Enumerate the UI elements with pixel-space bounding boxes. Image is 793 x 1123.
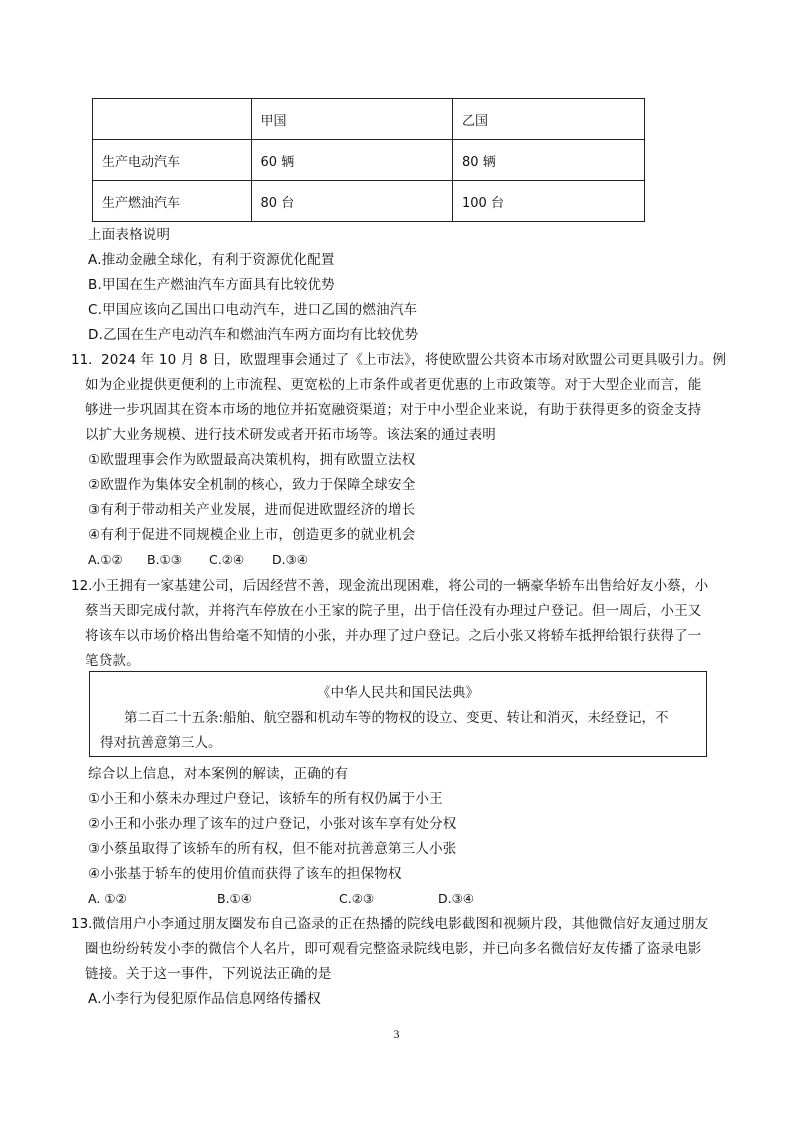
q12-item: ③小蔡虽取得了该轿车的所有权，但不能对抗善意第三人小张 [88, 841, 457, 857]
q11-number: 11． [71, 352, 102, 368]
q11-stem-line: 2024 年 10 月 8 日，欧盟理事会通过了《上市法》，将使欧盟公共资本市场对欧盟公司更具吸引力。例 [101, 352, 727, 368]
civil-code-excerpt-box [89, 671, 707, 757]
q12-item: ①小王和小蔡未办理过户登记，该轿车的所有权仍属于小王 [88, 791, 443, 807]
q11-item: ③有利于带动相关产业发展，进而促进欧盟经济的增长 [88, 502, 416, 518]
q11-stem-line: 以扩大业务规模、进行技术研发或者开拓市场等。该法案的通过表明 [85, 427, 496, 443]
q11-item: ①欧盟理事会作为欧盟最高决策机构，拥有欧盟立法权 [88, 452, 416, 468]
q12-option-b: B.①④ [217, 891, 252, 906]
table-header-cell: 甲国 [251, 99, 453, 140]
q12-stem: 综合以上信息，对本案例的解读，正确的有 [88, 766, 349, 782]
table-cell [93, 99, 252, 140]
q12-stem-line: 将该车以市场价格出售给毫不知情的小张，并办理了过户登记。之后小张又将轿车抵押给银行获得了一 [85, 628, 702, 644]
q12-number: 12. [71, 578, 93, 594]
q13-stem-line: 微信用户小李通过朋友圈发布自己盗录的正在热播的院线电影截图和视频片段，其他微信好友通过朋友 [92, 916, 709, 932]
q10-option-b: B.甲国在生产燃油汽车方面具有比较优势 [88, 277, 335, 293]
q12-item: ②小王和小张办理了该车的过户登记，小张对该车享有处分权 [88, 816, 457, 832]
q11-option-c: C.②④ [209, 552, 245, 567]
q13-stem-line: 圈也纷纷转发小李的微信个人名片，即可观看完整盗录院线电影，并已向多名微信好友传播了盗录电影 [85, 941, 702, 957]
table-cell: 60 辆 [251, 140, 453, 181]
production-table [92, 98, 645, 222]
q13-number: 13. [71, 916, 93, 932]
q10-option-a: A.推动金融全球化，有利于资源优化配置 [88, 252, 335, 268]
q11-option-a: A.①② [88, 552, 123, 567]
q11-option-d: D.③④ [272, 552, 309, 567]
q12-option-c: C.②③ [339, 891, 375, 906]
table-row [93, 140, 645, 181]
table-cell: 80 台 [251, 181, 453, 222]
law-article-text: 得对抗善意第三人。 [100, 735, 222, 751]
q10-option-c: C.甲国应该向乙国出口电动汽车，进口乙国的燃油汽车 [88, 302, 418, 318]
q12-stem-line: 蔡当天即完成付款，并将汽车停放在小王家的院子里，出于信任没有办理过户登记。但一周后，小王又 [85, 603, 702, 619]
q12-option-a: A. ①② [88, 891, 127, 906]
q12-item: ④小张基于轿车的使用价值而获得了该车的担保物权 [88, 866, 402, 882]
law-title: 《中华人民共和国民法典》 [317, 685, 479, 701]
q12-stem-line: 小王拥有一家基建公司，后因经营不善，现金流出现困难，将公司的一辆豪华轿车出售给好友小蔡，小 [92, 578, 709, 594]
q12-stem-line: 笔贷款。 [85, 653, 140, 669]
q10-stem: 上面表格说明 [88, 227, 171, 243]
table-header-row [93, 99, 645, 140]
q12-option-d: D.③④ [438, 891, 475, 906]
q13-stem-line: 链接。关于这一事件，下列说法正确的是 [85, 966, 332, 982]
table-cell: 100 台 [453, 181, 645, 222]
q11-stem-line: 如为企业提供更便利的上市流程、更宽松的上市条件或者更优惠的上市政策等。对于大型企业而言，能 [85, 377, 702, 393]
table-cell: 生产燃油汽车 [93, 181, 252, 222]
q11-stem-line: 够进一步巩固其在资本市场的地位并拓宽融资渠道；对于中小型企业来说，有助于获得更多的资金支持 [85, 402, 702, 418]
q11-item: ②欧盟作为集体安全机制的核心，致力于保障全球安全 [88, 477, 416, 493]
law-article-text: 第二百二十五条:船舶、航空器和机动车等的物权的设立、变更、转让和消灭，未经登记，不 [124, 710, 669, 726]
q13-option-a: A.小李行为侵犯原作品信息网络传播权 [88, 991, 321, 1007]
table-header-cell: 乙国 [453, 99, 645, 140]
table-cell: 生产电动汽车 [93, 140, 252, 181]
table-row [93, 181, 645, 222]
q10-option-d: D.乙国在生产电动汽车和燃油汽车两方面均有比较优势 [88, 327, 419, 343]
page-number: 3 [393, 1027, 400, 1041]
table-cell: 80 辆 [453, 140, 645, 181]
q11-item: ④有利于促进不同规模企业上市，创造更多的就业机会 [88, 527, 416, 543]
q11-option-b: B.①③ [147, 552, 182, 567]
